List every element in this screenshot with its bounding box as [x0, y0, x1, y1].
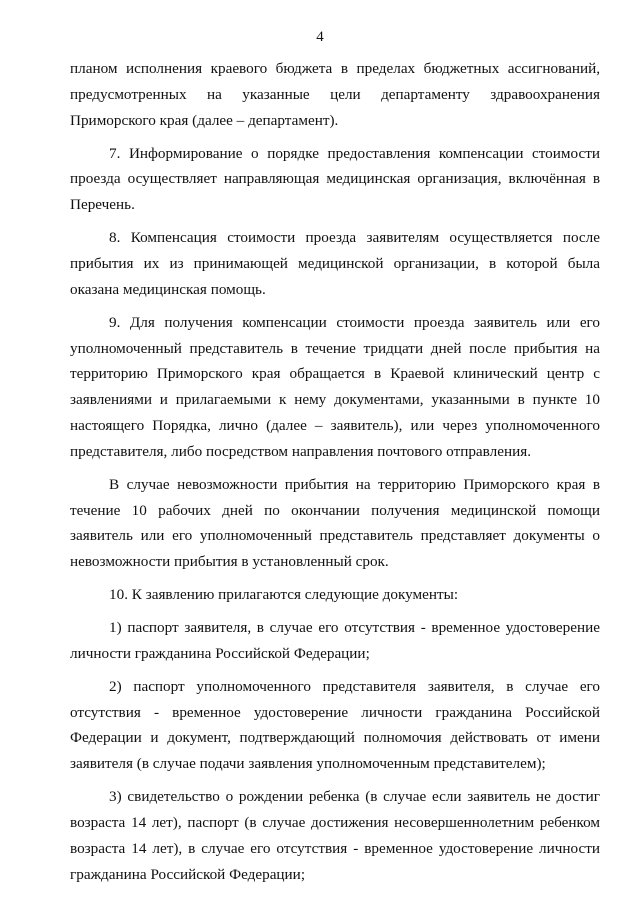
paragraph-item-7: 7. Информирование о порядке предоставления компенсации стоимости проезда осуществляет направляющая медицинская организация, включённая в Перечень. [70, 144, 600, 214]
page-number: 4 [316, 29, 324, 45]
list-item-1: 1) паспорт заявителя, в случае его отсутствия - временное удостоверение личности гражданина Российской Федерации; [70, 619, 600, 662]
document-body [70, 56, 600, 895]
paragraph-item-9-note: В случае невозможности прибытия на территорию Приморского края в течение 10 рабочих дней по окончании получения медицинской помощи заявитель или его уполномоченный представитель представляет документы о невозможности прибытия в установленный срок. [70, 475, 600, 571]
list-item-3: 3) свидетельство о рождении ребенка (в случае если заявитель не достиг возраста 14 лет), паспорт (в случае достижения несовершеннолетним ребенком возраста 14 лет), в случае его отсутствия - временное удостоверение личности гражданина Российской Федерации; [70, 788, 600, 883]
list-item-2: 2) паспорт уполномоченного представителя заявителя, в случае его отсутствия - временное удостоверение личности гражданина Российской Федерации и документ, подтверждающий полномочия действовать от имени заявителя (в случае подачи заявления уполномоченным представителем); [70, 677, 600, 773]
paragraph-item-10: 10. К заявлению прилагаются следующие документы: [109, 586, 459, 604]
paragraph-item-9: 9. Для получения компенсации стоимости проезда заявитель или его уполномоченный представитель в течение тридцати дней после прибытия на территорию Приморского края обращается в Краевой клинический центр с заявлениями и прилагаемыми к нему документами, указанными в пункте 10 настоящего Порядка, лично (далее – заявитель), или через уполномоченного представителя, либо посредством направления почтового отправления. [70, 313, 600, 460]
paragraph-item-8: 8. Компенсация стоимости проезда заявителям осуществляется после прибытия их из принимающей медицинской организации, в которой была оказана медицинская помощь. [70, 229, 600, 298]
paragraph-continuation: планом исполнения краевого бюджета в пределах бюджетных ассигнований, предусмотренных на указанные цели департаменту здравоохранения Приморского края (далее – департамент). [70, 60, 600, 129]
